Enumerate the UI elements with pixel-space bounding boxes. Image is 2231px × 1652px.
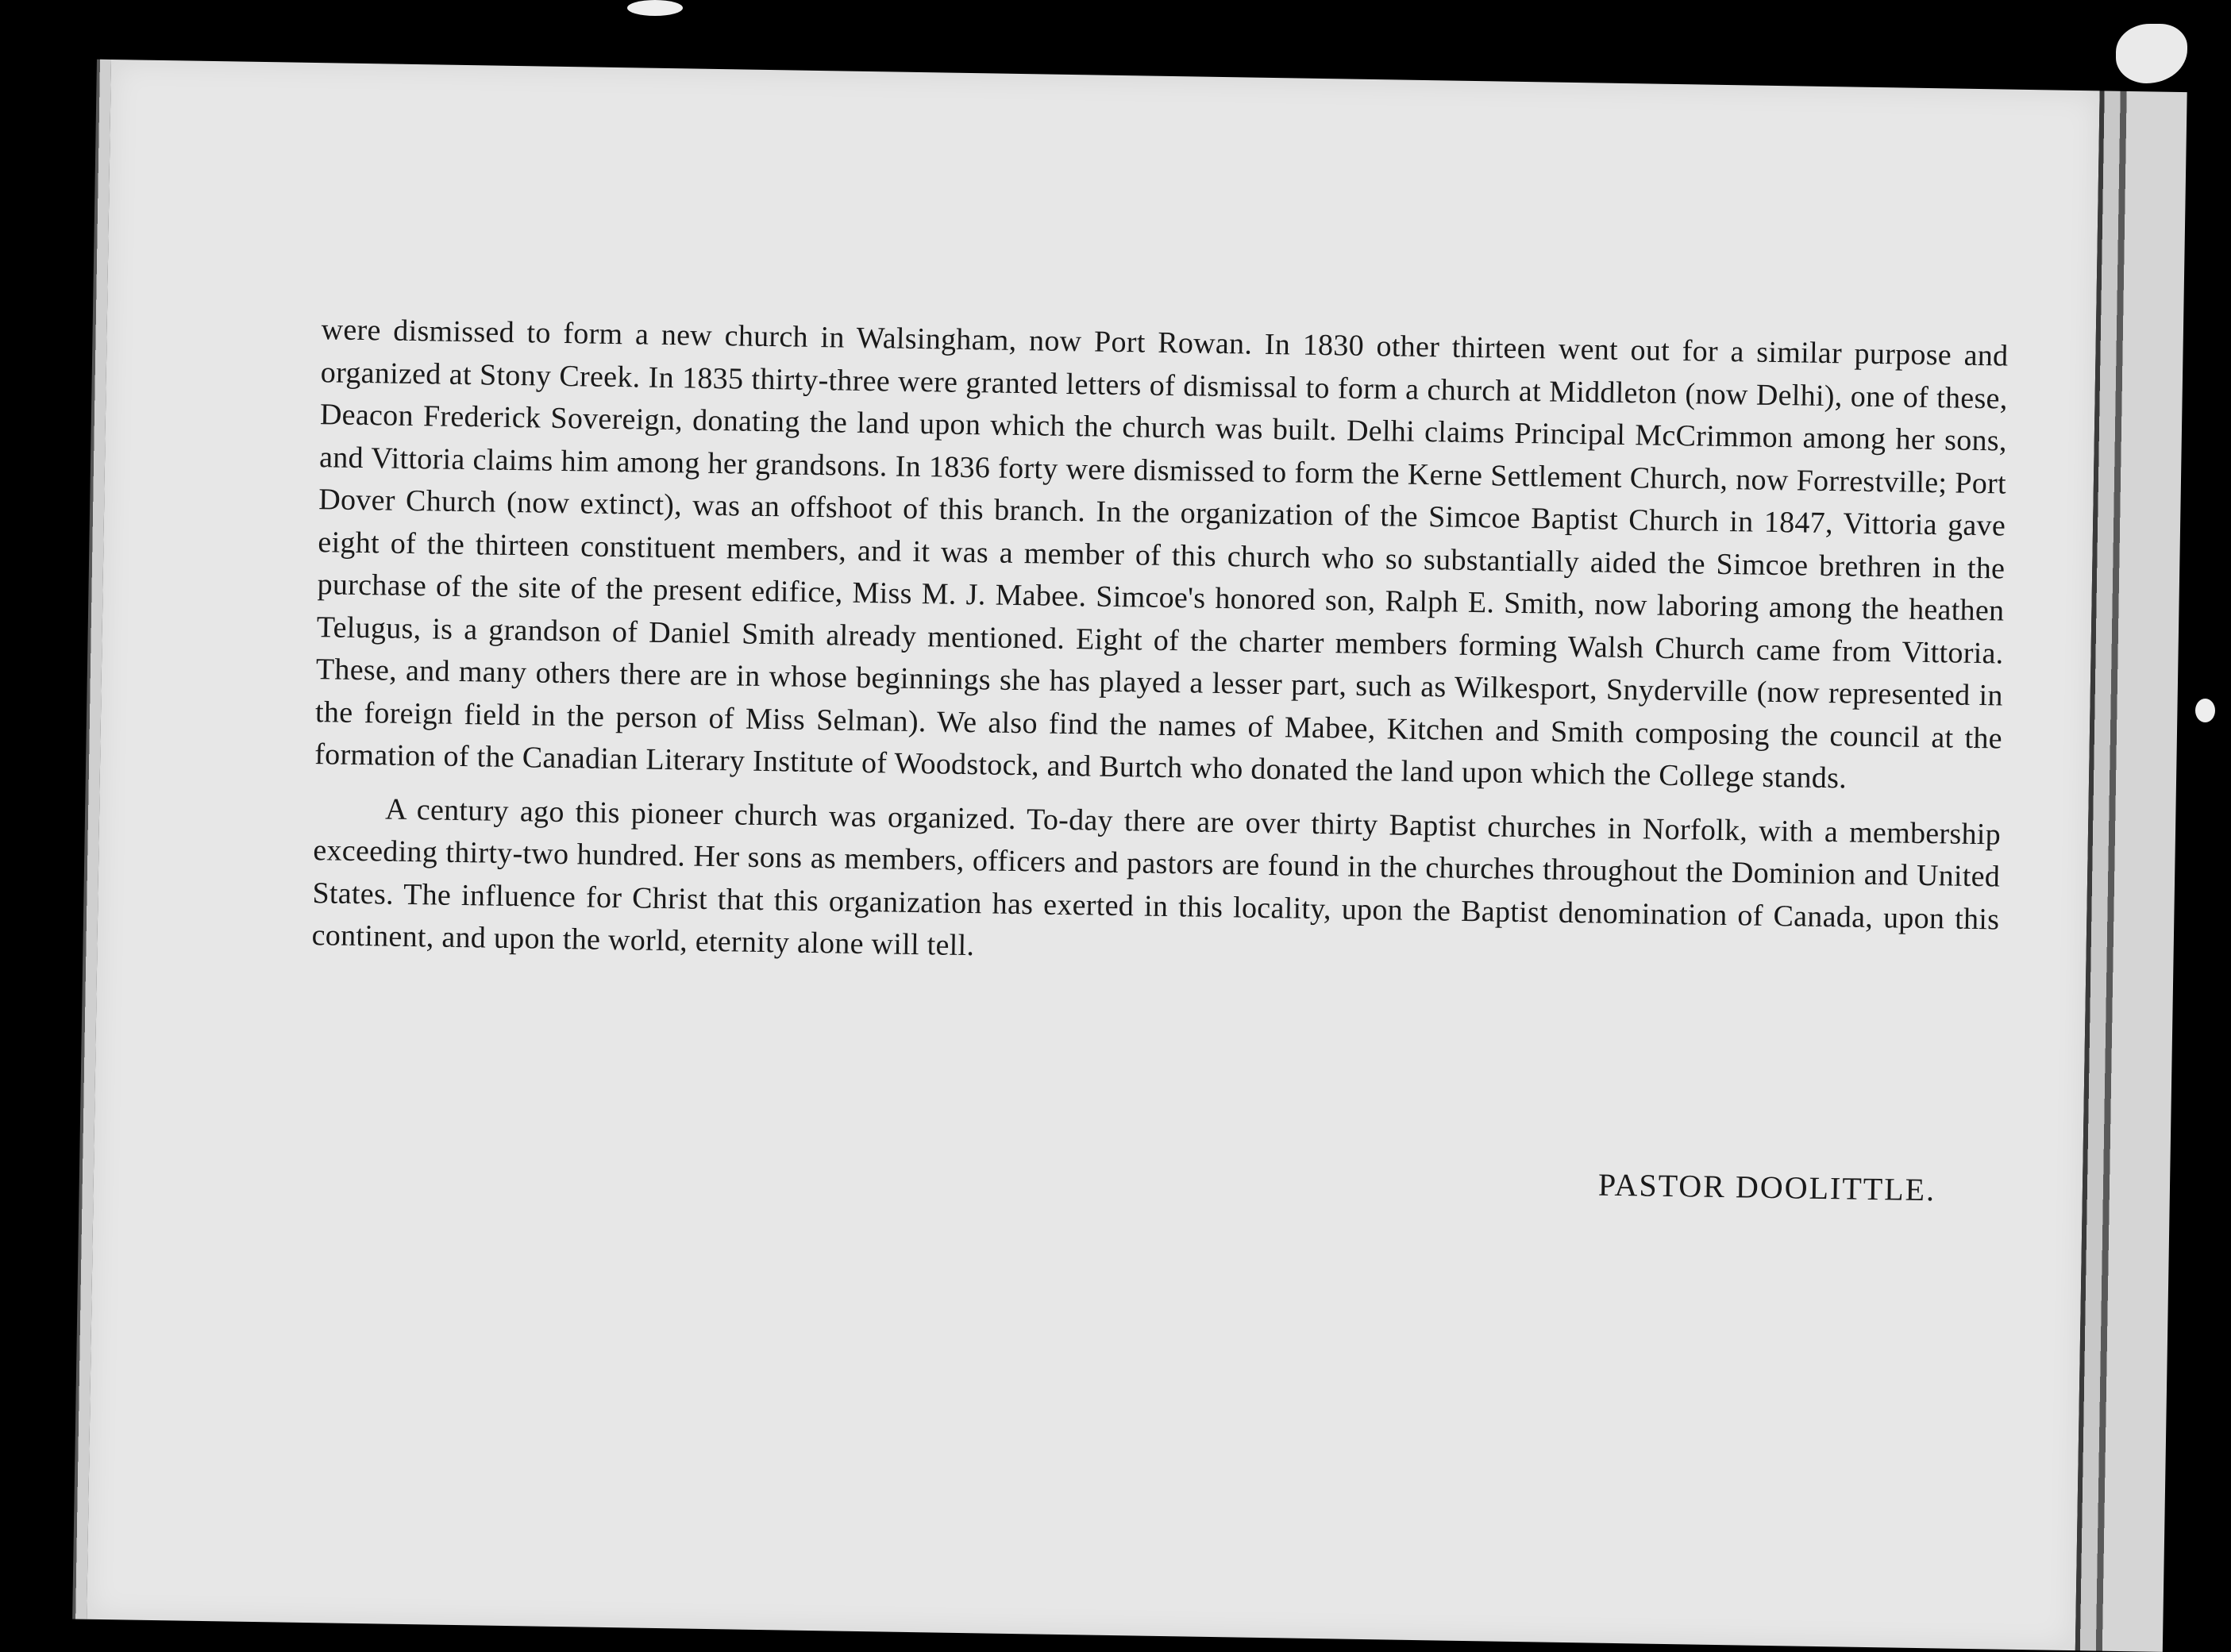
scan-speck bbox=[2195, 699, 2215, 722]
paragraph-2: A century ago this pioneer church was organized. To-day there are over thirty Baptist churches in Norfolk, with a membership exceeding thirty-two hundred. Her sons as members, officers and pastors are found in the churches throughout the Dominion and United States. The influence for Christ that this organization has exerted in this locality, upon the Baptist denomination of Canada, upon this continent, and upon the world, eternity alone will tell. bbox=[311, 792, 2002, 963]
scan-speck bbox=[627, 0, 683, 16]
page-right-edge bbox=[2075, 90, 2187, 1651]
page-left-edge bbox=[72, 60, 111, 1619]
scan-blot bbox=[2116, 24, 2187, 83]
scanned-page bbox=[87, 60, 2100, 1650]
signature: PASTOR DOOLITTLE. bbox=[1597, 1166, 1936, 1208]
body-text bbox=[311, 309, 2009, 984]
paragraph-1: were dismissed to form a new church in Walsingham, now Port Rowan. In 1830 other thirteen went out for a similar purpose and organized at Stony Creek. In 1835 thirty-three were granted letters of dismissal to form a church at Middleton (now Delhi), one of these, Deacon Frederick Sovereign, donating the land upon which the church was built. Delhi claims Principal McCrimmon among her sons, and Vittoria claims him among her grandsons. In 1836 forty were dismissed to form the Kerne Settlement Church, now Forrestville; Port Dover Church (now extinct), was an offshoot of this branch. In the organization of the Simcoe Baptist Church in 1847, Vittoria gave eight of the thirteen constituent members, and it was a member of this church who so substantially aided the Simcoe brethren in the purchase of the site of the present edifice, Miss M. J. Mabee. Simcoe's honored son, Ralph E. Smith, now laboring among the heathen Telugus, is a grandson of Daniel Smith already mentioned. Eight of the charter members forming Walsh Church came from Vittoria. These, and many others there are in whose beginnings she has played a lesser part, such as Wilkesport, Snyderville (now represented in the foreign field in the person of Miss Selman). We also find the names of Mabee, Kitchen and Smith composing the council at the formation of the Canadian Literary Institute of Woodstock, and Burtch who donated the land upon which the College stands. bbox=[314, 313, 2009, 795]
